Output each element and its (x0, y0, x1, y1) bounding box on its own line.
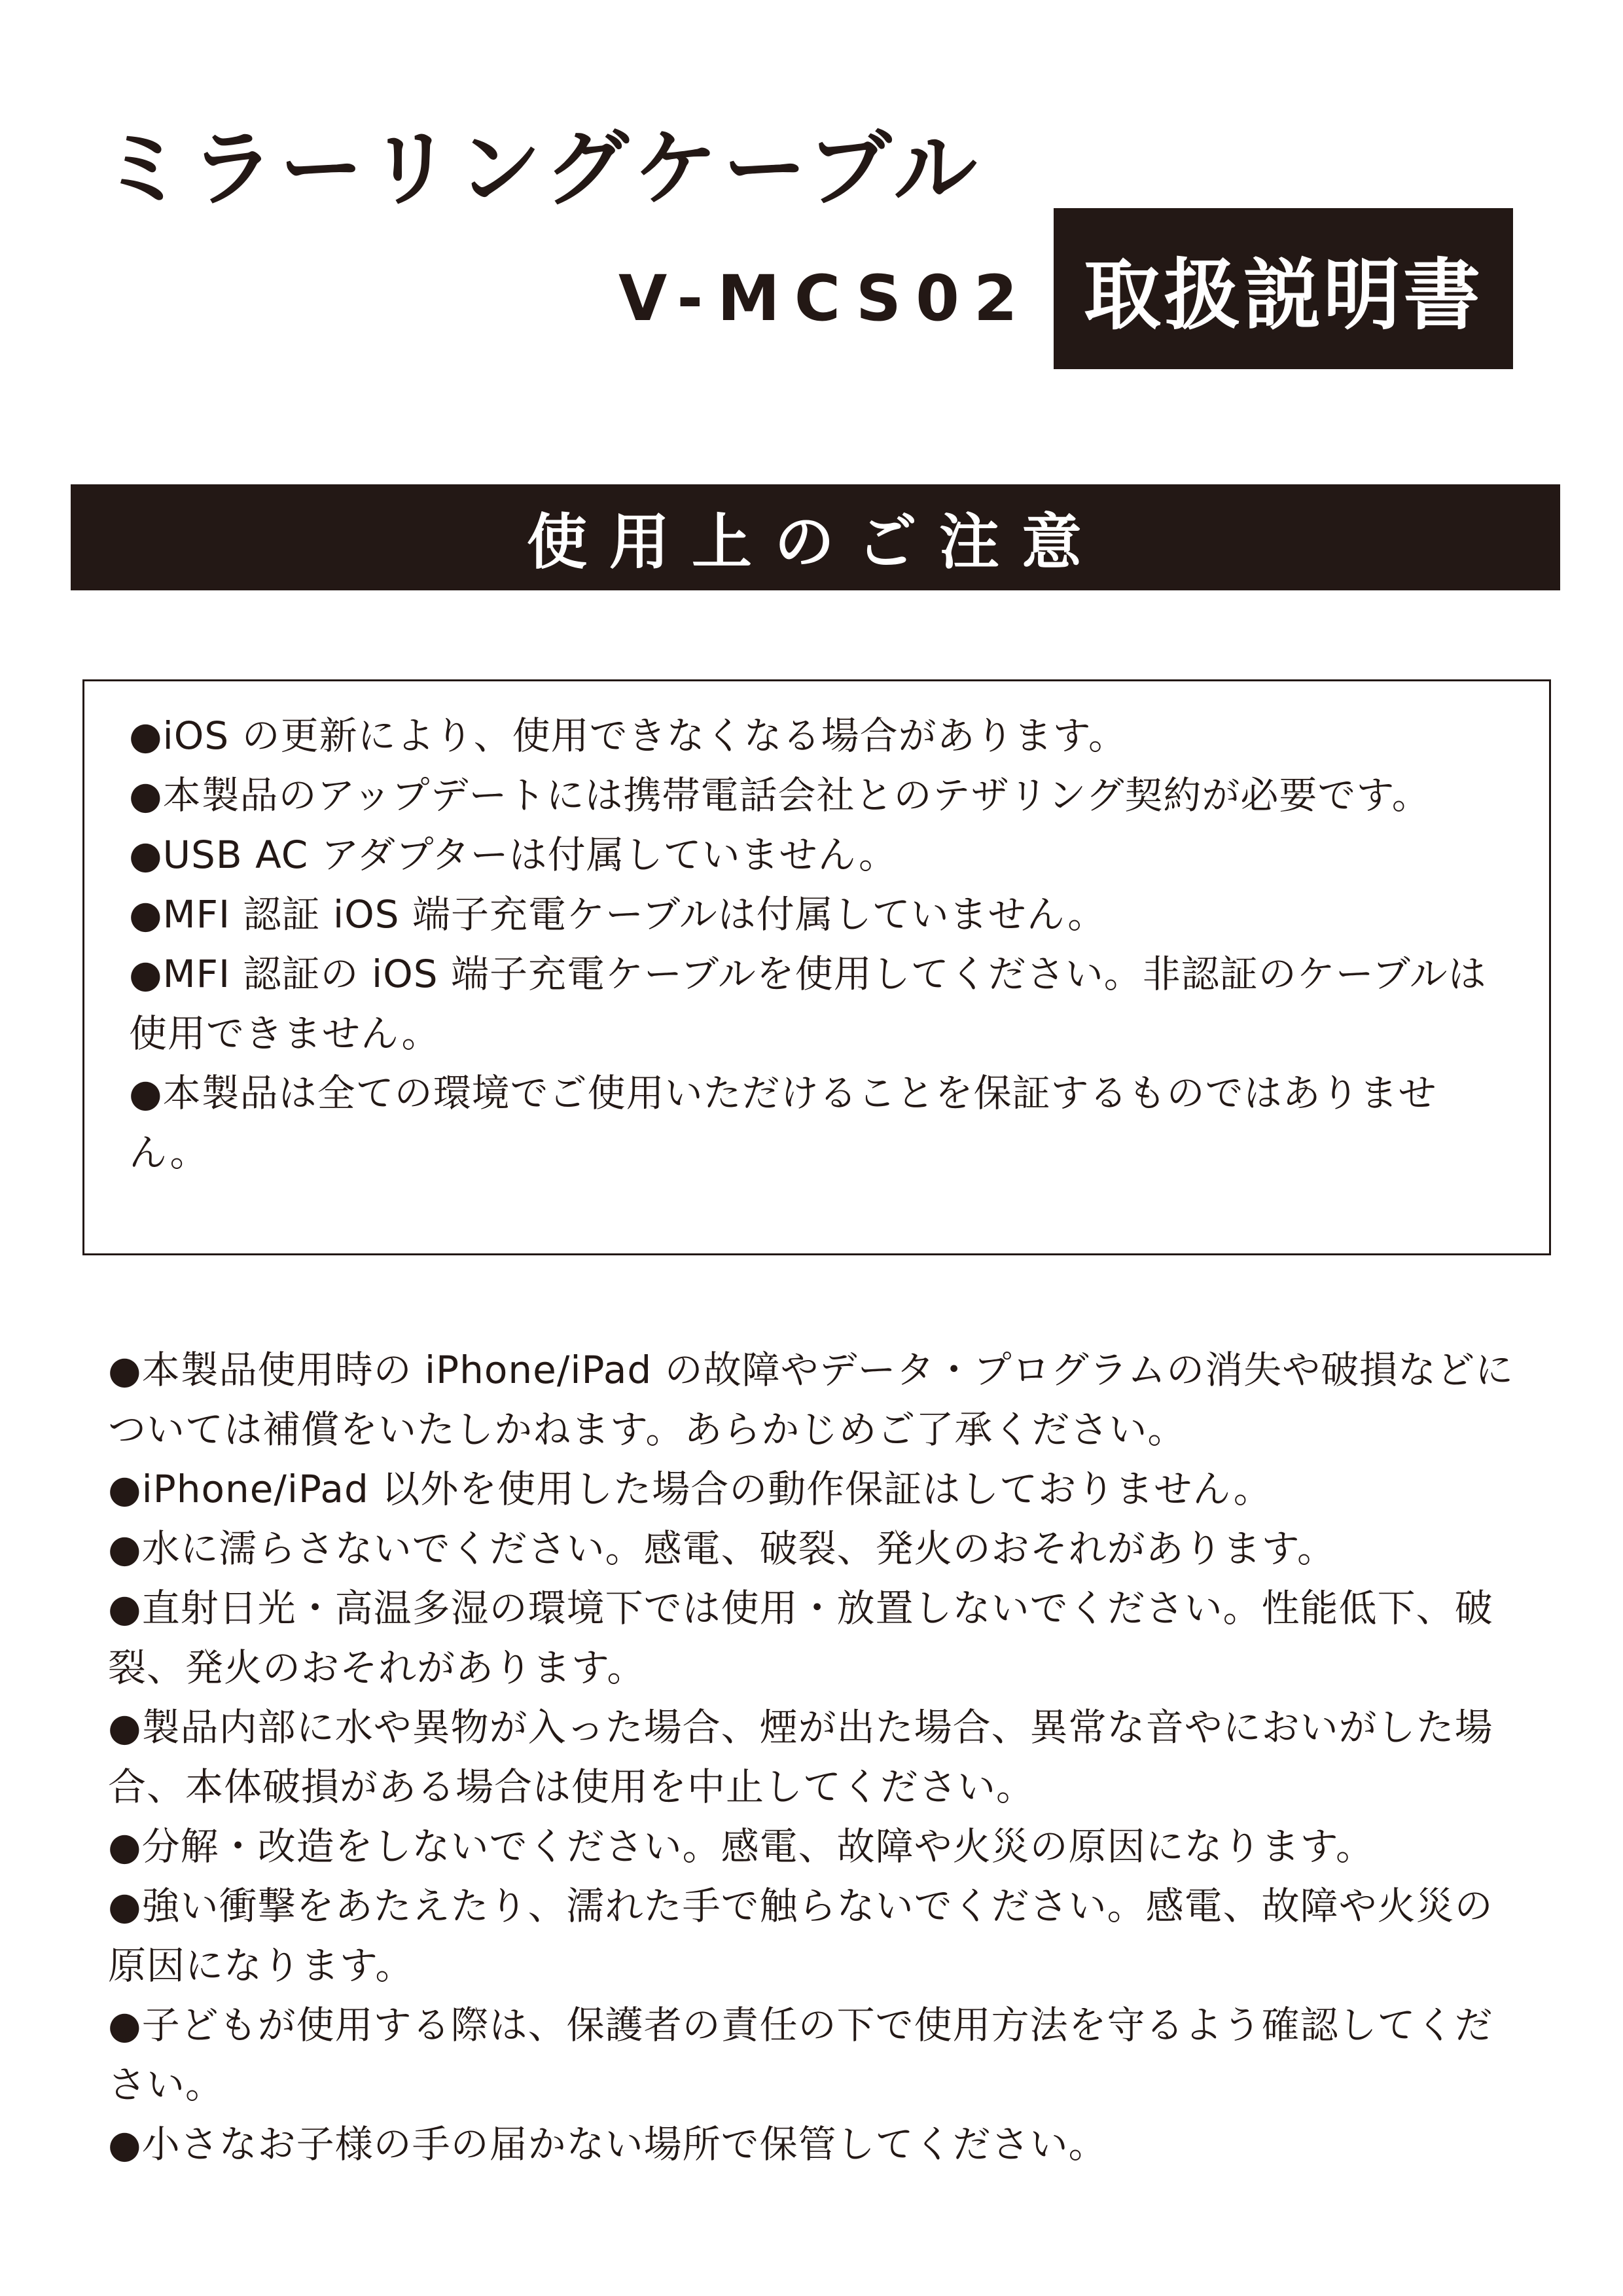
note-item: ●本製品使用時の iPhone/iPad の故障やデータ・プログラムの消失や破損などについては補償をいたしかねます。あらかじめご了承ください。 (108, 1348, 1514, 1452)
note-item: ●水に濡らさないでください。感電、破裂、発火のおそれがあります。 (108, 1526, 1336, 1571)
manual-label-badge (1054, 208, 1513, 369)
notice-item: ●USB AC アダプターは付属していません。 (129, 833, 898, 877)
main-notes (108, 1340, 1528, 2174)
note-item: ●強い衝撃をあたえたり、濡れた手で触らないでください。感電、故障や火災の原因になります。 (108, 1884, 1493, 1988)
notice-box (82, 679, 1551, 1255)
note-item: ●分解・改造をしないでください。感電、故障や火災の原因になります。 (108, 1824, 1374, 1869)
manual-label: 取扱説明書 (1083, 250, 1483, 340)
notice-item: ●本製品は全ての環境でご使用いただけることを保証するものではありません。 (129, 1071, 1437, 1175)
note-item: ●iPhone/iPad 以外を使用した場合の動作保証はしておりません。 (108, 1467, 1272, 1511)
note-item: ●子どもが使用する際は、保護者の責任の下で使用方法を守るよう確認してください。 (108, 2003, 1493, 2107)
notice-item: ●本製品のアップデートには携帯電話会社とのテザリング契約が必要です。 (129, 773, 1431, 817)
notice-item: ●MFI 認証の iOS 端子充電ケーブルを使用してください。非認証のケーブルは使用できません。 (129, 952, 1487, 1056)
note-item: ●小さなお子様の手の届かない場所で保管してください。 (108, 2122, 1107, 2166)
main-notes-list (108, 1340, 1528, 2174)
note-item: ●直射日光・高温多湿の環境下では使用・放置しないでください。性能低下、破裂、発火のおそれがあります。 (108, 1586, 1493, 1690)
model-number: V-MCS02 (618, 262, 1032, 335)
section-banner (71, 484, 1560, 590)
product-title: ミラーリングケーブル (101, 120, 982, 218)
notice-list (129, 706, 1503, 1183)
notice-item: ●iOS の更新により、使用できなくなる場合があります。 (129, 713, 1127, 758)
section-title: 使用上のご注意 (526, 507, 1104, 577)
notice-item: ●MFI 認証 iOS 端子充電ケーブルは付属していません。 (129, 892, 1107, 937)
note-item: ●製品内部に水や異物が入った場合、煙が出た場合、異常な音やにおいがした場合、本体破損がある場合は使用を中止してください。 (108, 1705, 1493, 1809)
